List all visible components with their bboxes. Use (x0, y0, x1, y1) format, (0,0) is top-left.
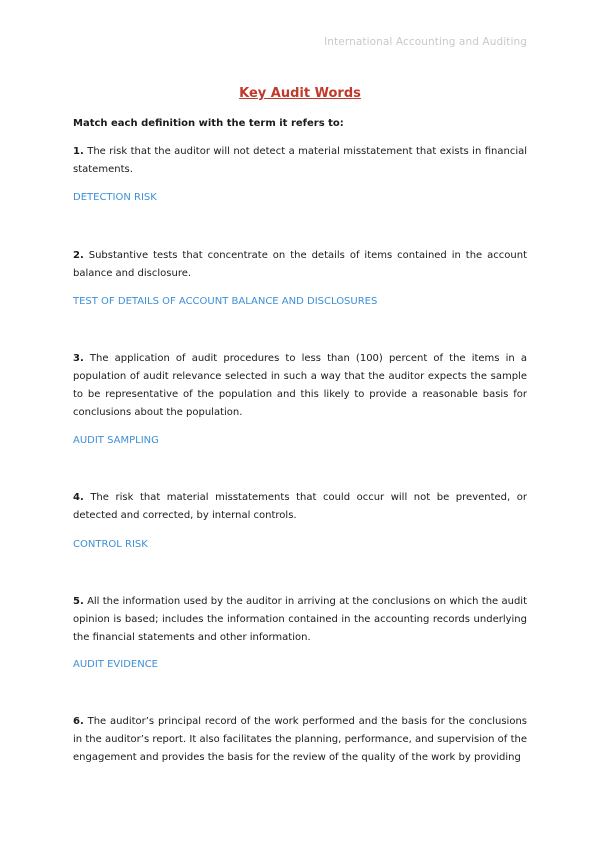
definition-item-5 (73, 593, 527, 647)
item-number: 6. (73, 716, 84, 727)
answer-term-2: TEST OF DETAILS OF ACCOUNT BALANCE AND DISCLOSURES (73, 296, 378, 307)
definition-body: The risk that the auditor will not detect a material misstatement that exists in financial statements. (73, 146, 528, 175)
definition-item-4 (73, 489, 527, 525)
definition-text (73, 247, 527, 283)
running-header: International Accounting and Auditing (324, 36, 527, 48)
definition-item-2 (73, 247, 527, 283)
instruction-text: Match each definition with the term it refers to: (73, 118, 344, 129)
definition-body: The auditor’s principal record of the work performed and the basis for the conclusions in the auditor’s report. It also facilitates the planning, performance, and supervision of the engagement and provides the basis for the review of the quality of the work by providing (73, 716, 527, 763)
definition-body: The risk that material misstatements that could occur will not be prevented, or detected and corrected, by internal controls. (73, 492, 527, 521)
item-number: 4. (73, 492, 84, 503)
definition-body: Substantive tests that concentrate on the details of items contained in the account balance and disclosure. (73, 250, 527, 279)
definition-body: The application of audit procedures to less than (100) percent of the items in a population of audit relevance selected in such a way that the auditor expects the sample to be representative of the population and this likely to provide a reasonable basis for conclusions about the population. (73, 353, 527, 418)
item-number: 5. (73, 596, 84, 607)
definition-text (73, 489, 527, 525)
item-number: 2. (73, 250, 84, 261)
definition-item-6 (73, 713, 527, 767)
definition-text (73, 713, 527, 767)
definition-item-1 (73, 143, 527, 179)
item-number: 1. (73, 146, 84, 157)
definition-body: All the information used by the auditor in arriving at the conclusions on which the audit opinion is based; includes the information contained in the accounting records underlying the financial statements and other information. (73, 596, 527, 643)
definition-text (73, 350, 527, 422)
answer-term-3: AUDIT SAMPLING (73, 435, 159, 446)
item-number: 3. (73, 353, 84, 364)
answer-term-1: DETECTION RISK (73, 192, 157, 203)
definition-text (73, 593, 527, 647)
definition-item-3 (73, 350, 527, 422)
answer-term-5: AUDIT EVIDENCE (73, 659, 159, 670)
definition-text (73, 143, 527, 179)
answer-term-4: CONTROL RISK (73, 539, 148, 550)
page-title: Key Audit Words (239, 86, 361, 101)
